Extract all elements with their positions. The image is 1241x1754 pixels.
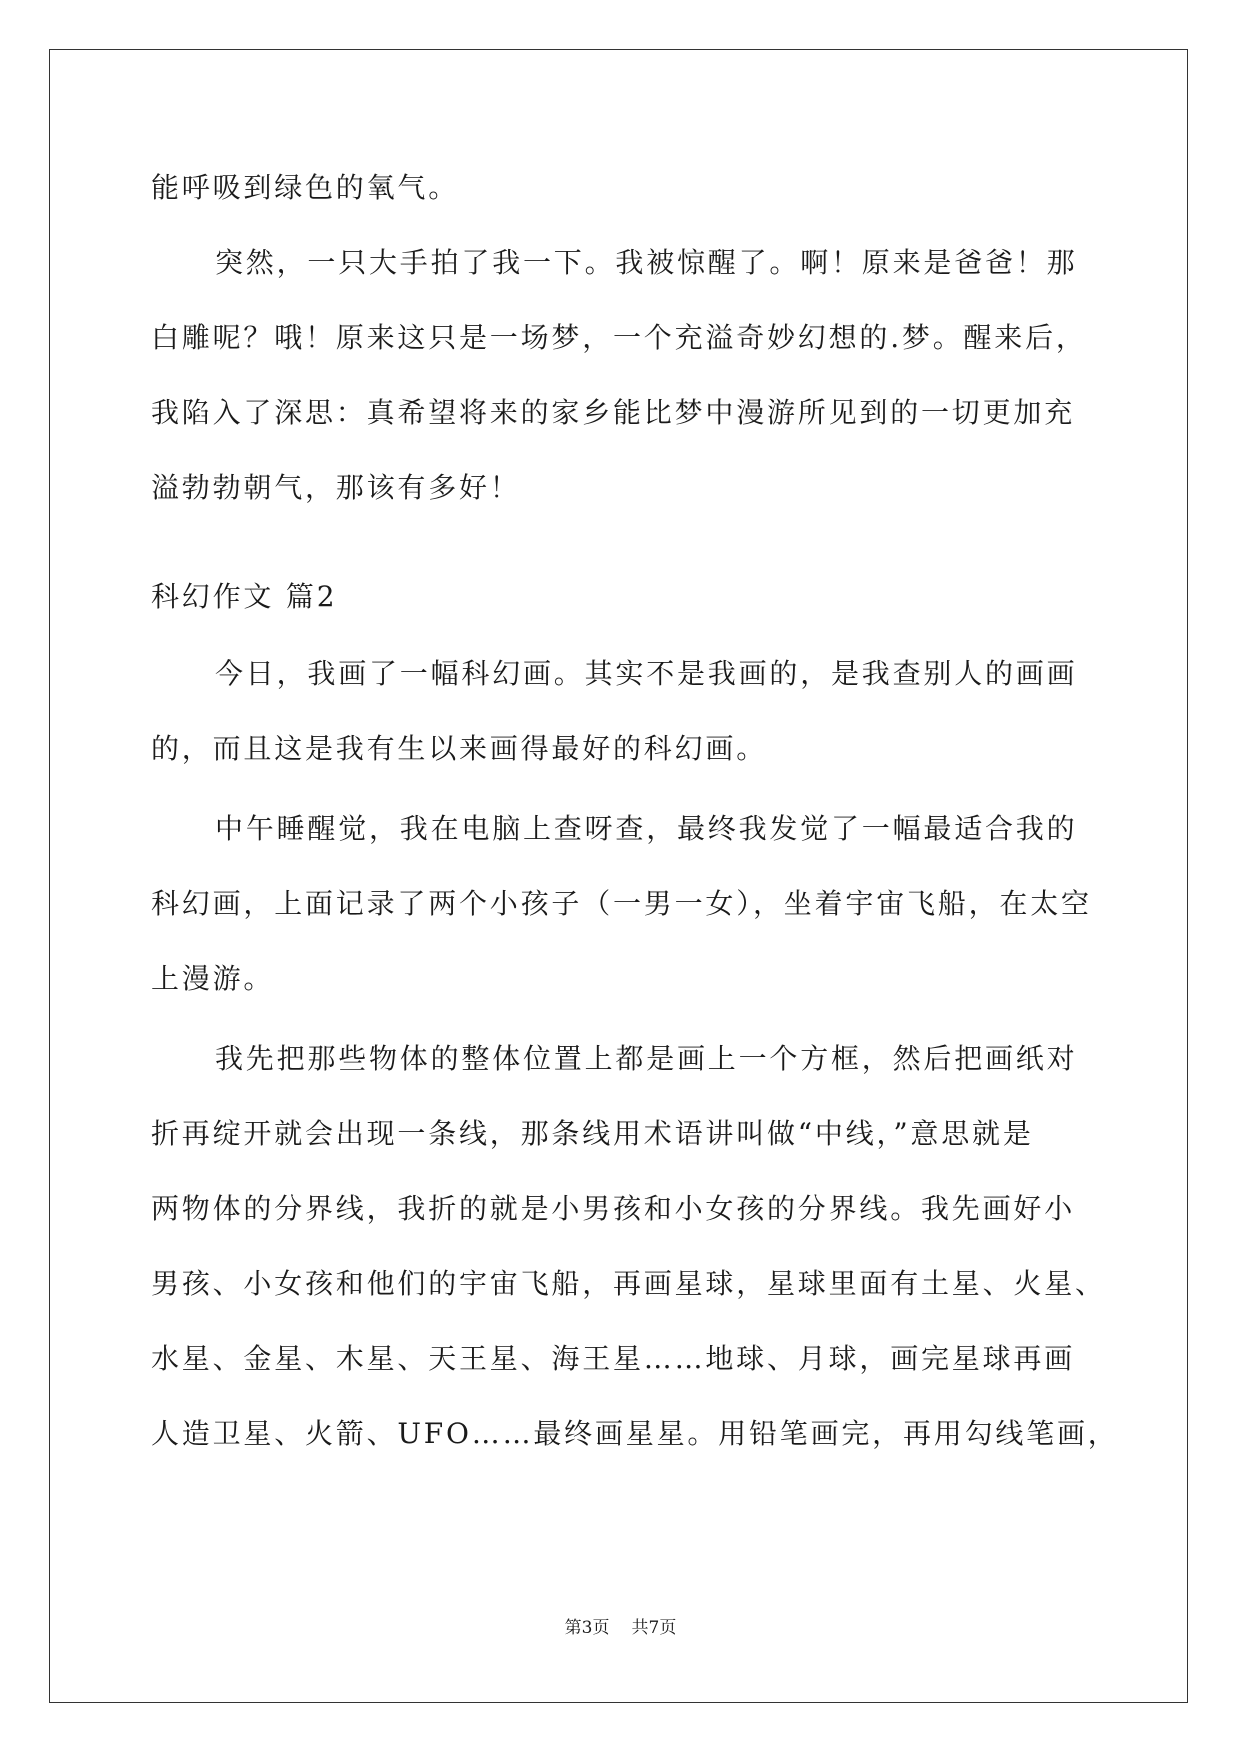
paragraph-line: 溢勃勃朝气，那该有多好！ — [151, 471, 521, 504]
paragraph-line: 科幻画，上面记录了两个小孩子（一男一女），坐着宇宙飞船，在太空 — [151, 887, 1092, 920]
paragraph-line: 我先把那些物体的整体位置上都是画上一个方框，然后把画纸对 — [215, 1042, 1078, 1075]
page-number: 第3页 — [564, 1618, 610, 1638]
paragraph-line: 水星、金星、木星、天王星、海王星……地球、月球，画完星球再画 — [151, 1342, 1076, 1375]
paragraph-line: 人造卫星、火箭、UFO……最终画星星。用铅笔画完，再用勾线笔画， — [151, 1417, 1119, 1450]
paragraph-line: 男孩、小女孩和他们的宇宙飞船，再画星球，星球里面有土星、火星、 — [151, 1267, 1106, 1300]
paragraph-line: 能呼吸到绿色的氧气。 — [151, 171, 460, 204]
section-heading: 科幻作文 篇2 — [151, 580, 338, 613]
paragraph-line: 折再绽开就会出现一条线，那条线用术语讲叫做“中线，”意思就是 — [151, 1117, 1034, 1150]
paragraph-line: 今日，我画了一幅科幻画。其实不是我画的，是我查别人的画画 — [215, 657, 1078, 690]
paragraph-line: 白雕呢？哦！原来这只是一场梦，一个充溢奇妙幻想的.梦。醒来后， — [151, 321, 1087, 354]
paragraph-line: 上漫游。 — [151, 962, 275, 995]
paragraph-line: 的，而且这是我有生以来画得最好的科幻画。 — [151, 732, 768, 765]
paragraph-line: 突然，一只大手拍了我一下。我被惊醒了。啊！原来是爸爸！那 — [215, 246, 1078, 279]
page-count: 共7页 — [631, 1618, 677, 1638]
paragraph-line: 两物体的分界线，我折的就是小男孩和小女孩的分界线。我先画好小 — [151, 1192, 1076, 1225]
page-border — [49, 49, 1188, 1703]
page-footer — [0, 1616, 1241, 1640]
paragraph-line: 我陷入了深思：真希望将来的家乡能比梦中漫游所见到的一切更加充 — [151, 396, 1076, 429]
paragraph-line: 中午睡醒觉，我在电脑上查呀查，最终我发觉了一幅最适合我的 — [215, 812, 1078, 845]
